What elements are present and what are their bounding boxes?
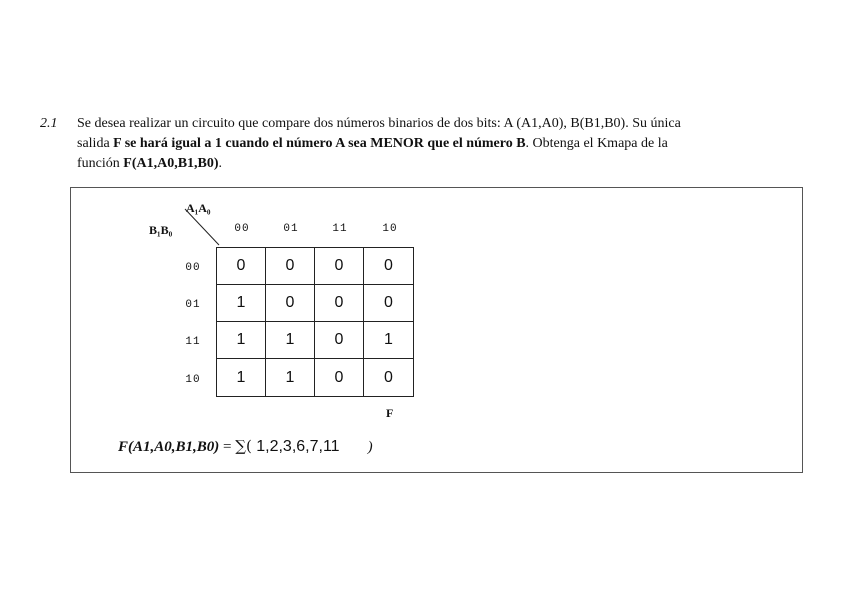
problem-line-2-bold: F se hará igual a 1 cuando el número A sea MENOR que el número B [113,136,526,151]
problem-line-1: Se desea realizar un circuito que compare dos números binarios de dos bits: A (A1,A0), B(B1,B0). Su única [77,116,681,131]
kmap-cell: 0 [315,322,364,359]
kmap-col-header-01: 01 [283,223,299,235]
formula-function: F(A1,A0,B1,B0) [118,439,220,455]
kmap-side-variable: B₁B₀ [149,223,173,237]
problem-line-2 [77,134,807,154]
kmap-cell: 1 [266,359,315,396]
kmap-cell: 1 [217,285,266,322]
kmap-cell: 1 [364,322,413,359]
kmap-cell: 1 [217,359,266,396]
kmap-col-header-00: 00 [234,223,250,235]
kmap-row-header-01: 01 [185,299,201,311]
problem-line-3 [77,154,807,174]
sigma-symbol: ∑( [235,437,252,455]
kmap-corner-divider [183,207,223,247]
kmap-row-header-11: 11 [185,336,201,348]
problem-number: 2.1 [40,116,58,131]
minterm-formula [118,437,373,456]
kmap-frame [70,187,803,473]
problem-line-3-end: . [218,156,223,171]
formula-close-paren: ) [367,439,373,455]
kmap-col-header-11: 11 [332,223,348,235]
problem-line-3-start: función [77,156,124,171]
kmap-cell: 0 [266,248,315,285]
kmap-cell: 0 [364,248,413,285]
kmap-cell: 1 [217,322,266,359]
kmap-row-header-10: 10 [185,374,201,386]
kmap-output-label: F [386,406,394,420]
problem-line-2-end: . Obtenga el Kmapa de la [525,136,668,151]
problem-text [77,114,807,174]
kmap-col-header-10: 10 [382,223,398,235]
kmap-grid [216,247,414,397]
kmap-cell: 0 [384,368,393,386]
problem-line-2-start: salida [77,136,114,151]
kmap-top-variable: A₁A₀ [186,201,211,215]
formula-minterms: 1,2,3,6,7,11 [251,438,340,455]
function-name: F(A1,A0,B1,B0) [123,156,219,171]
kmap-row-header-00: 00 [185,262,201,274]
kmap-cell: 0 [315,285,364,322]
kmap-cell: 0 [266,285,315,322]
kmap-cell: 1 [266,322,315,359]
kmap-cell: 0 [315,359,364,396]
kmap-cell: 0 [217,248,266,285]
formula-equals: = [219,439,236,455]
kmap-cell: 0 [364,285,413,322]
kmap-cell: 0 [315,248,364,285]
